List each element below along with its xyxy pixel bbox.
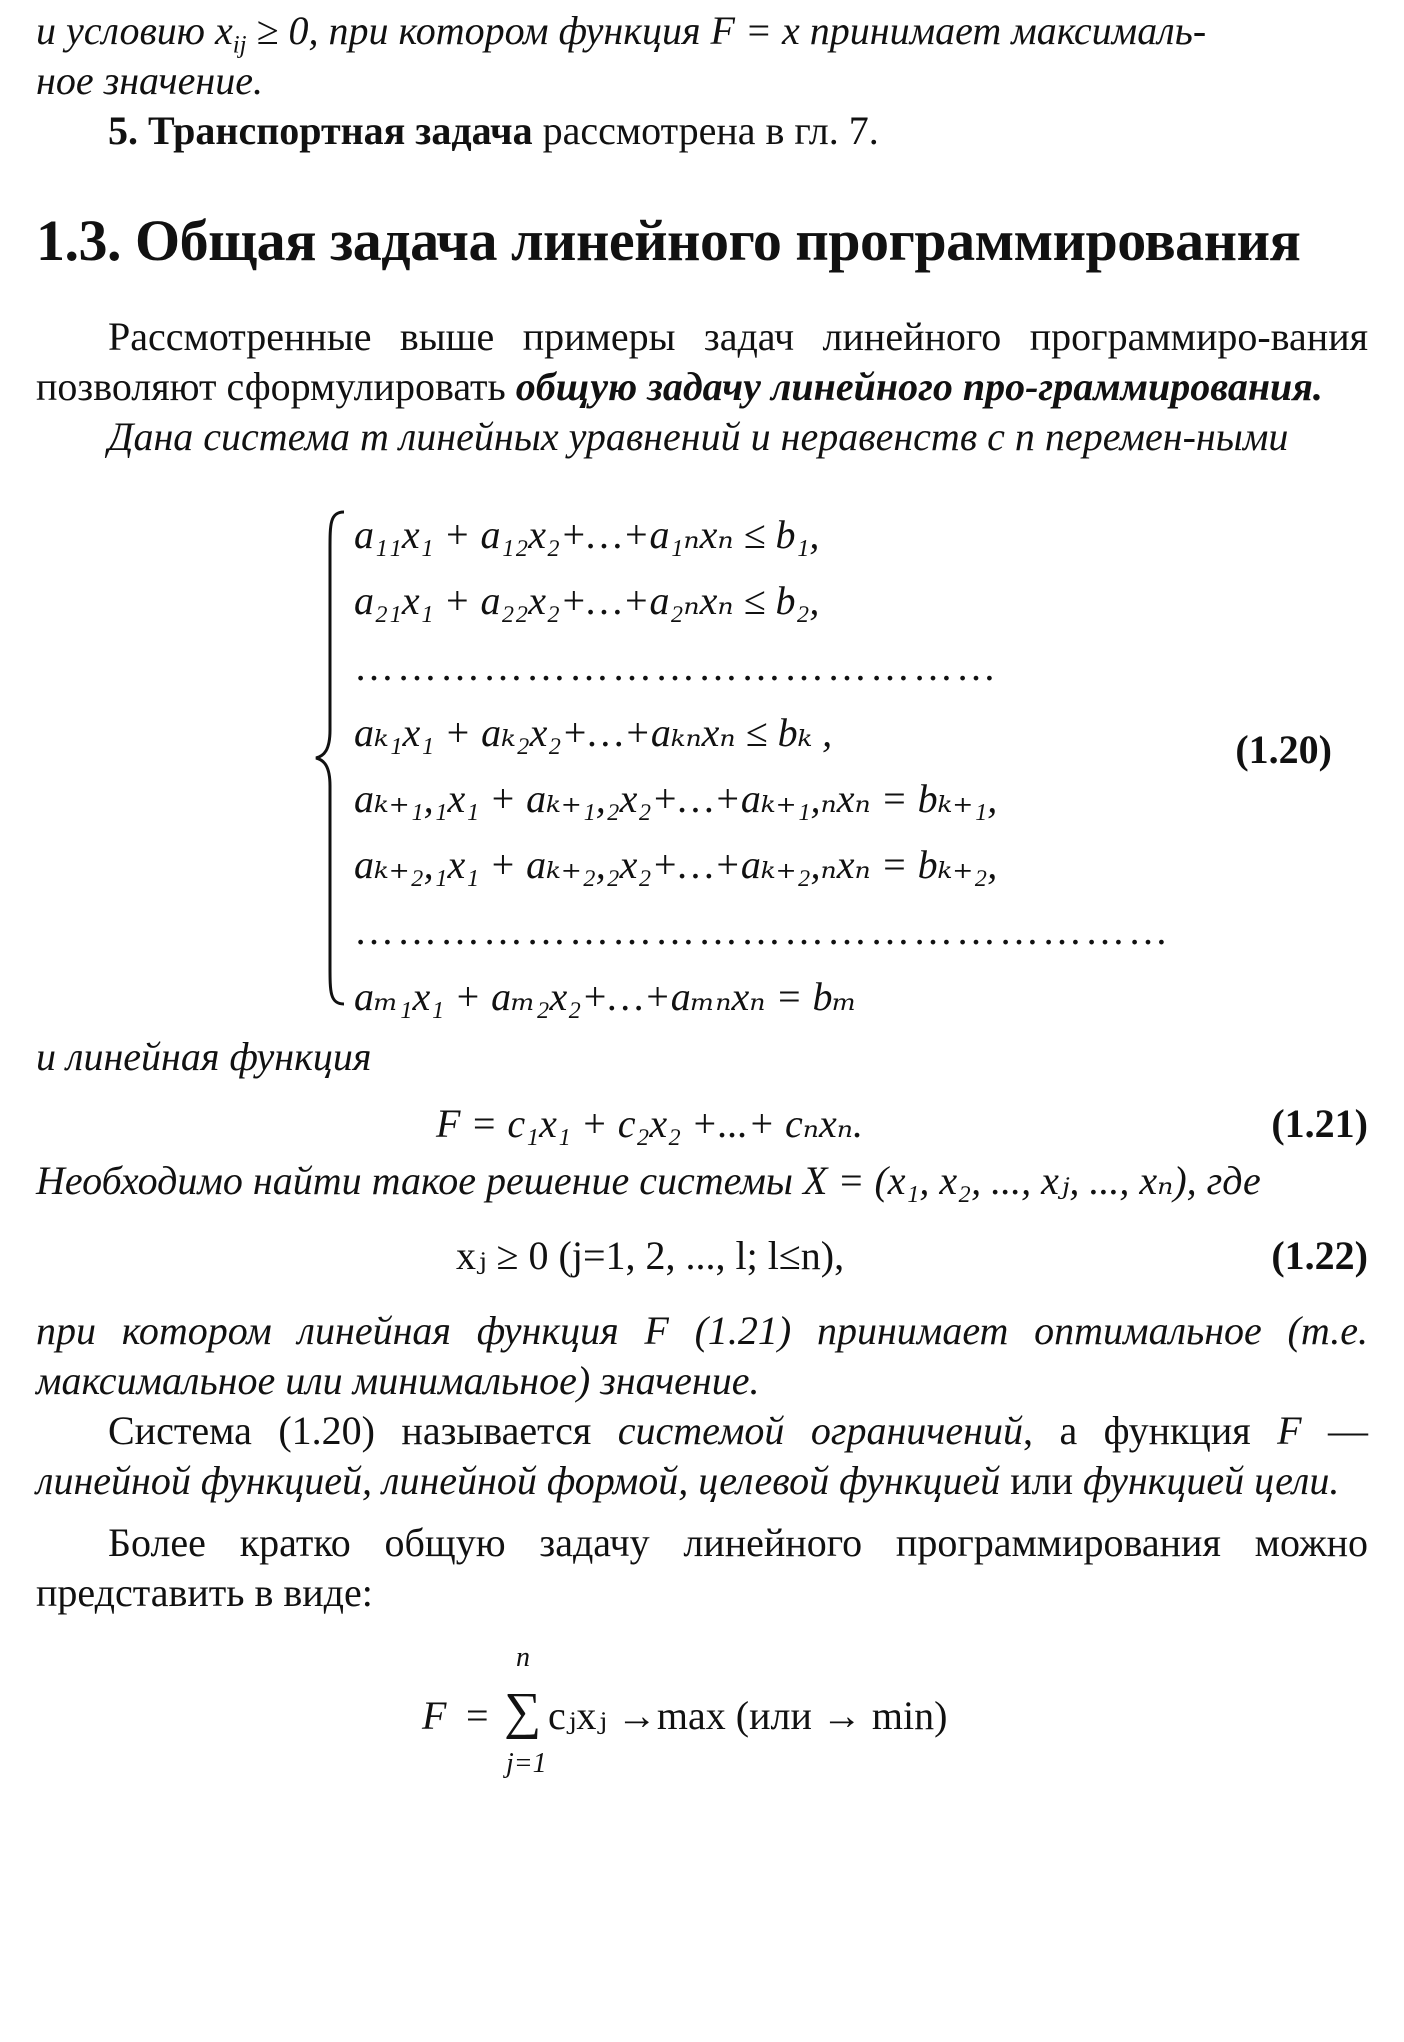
equation-number-1-21: (1.21) [1271,1101,1368,1146]
system-row: ……………………………………… [354,644,999,689]
paragraph-6: Более кратко общую задачу линейного программирования можно представить в виде: [36,1520,1368,1615]
paragraph-4: при котором линейная функция F (1.21) принимает оптимальное (т.е. максимальное или минимальное) значение. [36,1308,1368,1403]
formula-1-22-text: xⱼ ≥ 0 (j=1, 2, ..., l; l≤n), [456,1233,845,1278]
system-row: a₂₁x₁ + a₂₂x₂+…+a₂ₙxₙ ≤ b₂, [354,578,820,623]
paragraph-5-h: функцией цели. [1083,1458,1340,1503]
paragraph-5-c: , а функция [1023,1408,1278,1453]
paragraph-5-b: системой ограничений [617,1408,1023,1453]
paragraph-1-emph: общую задачу линейного про-граммирования. [515,364,1323,409]
paragraph-5-g: или [1000,1458,1083,1503]
linear-function-intro: и линейная функция [36,1034,372,1079]
system-equations [354,502,1171,1030]
system-row: aₖ₁x₁ + aₖ₂x₂+…+aₖₙxₙ ≤ bₖ , [354,710,833,755]
paragraph-2: Дана система m линейных уравнений и неравенств с n перемен-ными [108,414,1289,459]
equation-number-1-22: (1.22) [1271,1233,1368,1278]
paragraph-1 [36,312,1368,412]
paragraph-5-d: F [1277,1408,1302,1453]
paragraph-5-f: линейной функцией, линейной формой, целевой функцией [36,1458,1001,1503]
equation-system [36,502,1368,1022]
system-row: a₁₁x₁ + a₁₂x₂+…+a₁ₙxₙ ≤ b₁, [354,512,820,557]
left-brace-icon [314,510,350,1006]
item-5 [36,106,1368,156]
top-line1-sub: ij [232,31,247,59]
sum-rest: cⱼxⱼ →max (или → min) [548,1693,948,1738]
paragraph-1-plain: Рассмотренные выше примеры задач линейного программиро-вания позволяют сформулировать [36,314,1368,409]
top-line2: ное значение. [36,58,263,103]
system-row: aₘ₁x₁ + aₘ₂x₂+…+aₘₙxₙ = bₘ [354,974,857,1019]
paragraph-5 [36,1406,1368,1506]
section-heading: 1.3. Общая задача линейного программирования [36,208,1301,273]
item-5-rest: рассмотрена в гл. 7. [532,108,879,153]
top-paragraph [36,6,1368,106]
sum-lhs: F [422,1693,447,1738]
system-row: ………………………………………………… [354,908,1171,953]
item-5-bold: 5. Транспортная задача [108,108,533,153]
system-row: aₖ₊₁,₁x₁ + aₖ₊₁,₂x₂+…+aₖ₊₁,ₙxₙ = bₖ₊₁, [354,776,998,821]
paragraph-3: Необходимо найти такое решение системы X = (x₁, x₂, ..., xⱼ, ..., xₙ), где [36,1158,1261,1203]
formula-1-21 [36,1092,1368,1156]
system-row: aₖ₊₂,₁x₁ + aₖ₊₂,₂x₂+…+aₖ₊₂,ₙxₙ = bₖ₊₂, [354,842,998,887]
paragraph-5-a: Система (1.20) называется [108,1408,618,1453]
sum-equals: = [466,1693,489,1738]
top-line1: и условию x [36,8,233,53]
formula-1-22 [36,1224,1368,1288]
equation-number-1-20: (1.20) [1235,727,1332,772]
sum-upper-limit: n [516,1642,530,1673]
summation-formula [36,1642,1368,1792]
sigma-icon: ∑ [504,1683,542,1740]
sum-lower-limit: j=1 [506,1748,547,1779]
formula-1-21-text: F = c₁x₁ + c₂x₂ +...+ cₙxₙ. [436,1101,863,1146]
paragraph-5-e: — [1301,1408,1369,1453]
top-line1-rest: ≥ 0, при котором функция F = x принимает максималь- [246,8,1207,53]
